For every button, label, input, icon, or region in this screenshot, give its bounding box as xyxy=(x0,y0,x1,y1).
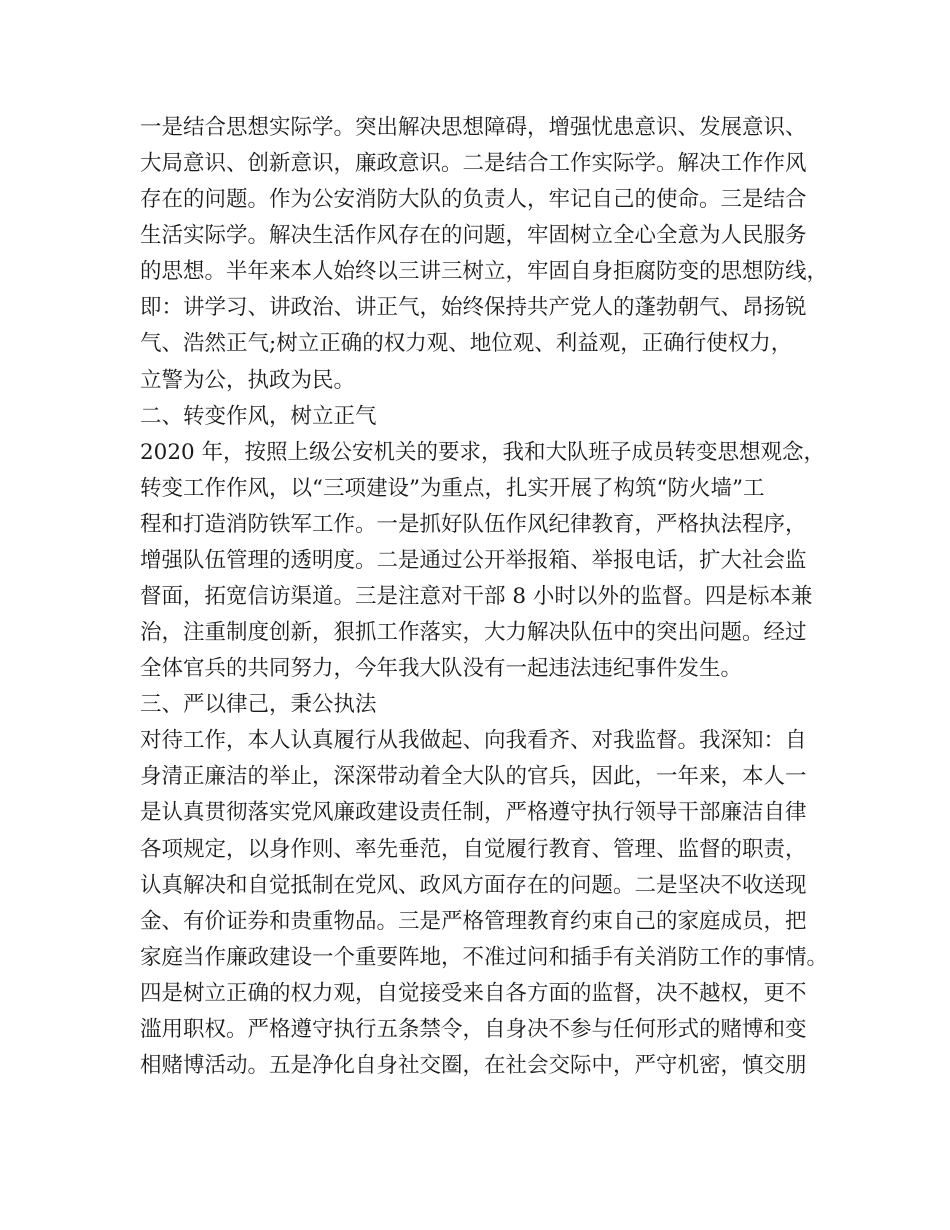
text-line: 身清正廉洁的举止，深深带动着全大队的官兵，因此，一年来，本人一 xyxy=(140,764,807,790)
section-heading-3: 三、严以律己，秉公执法 xyxy=(140,692,377,718)
text-line: 2020 年，按照上级公安机关的要求，我和大队班子成员转变思想观念， xyxy=(140,439,826,465)
document-body xyxy=(140,110,840,1084)
text-line: 全体官兵的共同努力，今年我大队没有一起违法违纪事件发生。 xyxy=(140,656,743,682)
text-line: 四是树立正确的权力观，自觉接受来自各方面的监督，决不越权，更不 xyxy=(140,980,807,1006)
text-line: 立警为公，执政为民。 xyxy=(140,367,356,393)
text-line: 即：讲学习、讲政治、讲正气，始终保持共产党人的蓬勃朝气、昂扬锐 xyxy=(140,295,807,321)
text-line: 气、浩然正气;树立正确的权力观、地位观、利益观，正确行使权力， xyxy=(140,331,793,357)
text-line: 生活实际学。解决生活作风存在的问题，牢固树立全心全意为人民服务 xyxy=(140,223,807,249)
text-line: 大局意识、创新意识，廉政意识。二是结合工作实际学。解决工作作风 xyxy=(140,151,807,177)
text-line: 的思想。半年来本人始终以三讲三树立，牢固自身拒腐防变的思想防线， xyxy=(140,259,829,285)
paragraph-study xyxy=(140,110,840,399)
text-line: 滥用职权。严格遵守执行五条禁令，自身决不参与任何形式的赌博和变 xyxy=(140,1016,807,1042)
text-line: 转变工作作风，以“三项建设”为重点，扎实开展了构筑“防火墙”工 xyxy=(140,475,765,501)
text-line: 一是结合思想实际学。突出解决思想障碍，增强忧患意识、发展意识、 xyxy=(140,115,807,140)
section-heading-2: 二、转变作风，树立正气 xyxy=(140,403,377,429)
text-line: 是认真贯彻落实党风廉政建设责任制，严格遵守执行领导干部廉洁自律 xyxy=(140,800,807,826)
text-line: 各项规定，以身作则、率先垂范，自觉履行教育、管理、监督的职责， xyxy=(140,836,807,862)
text-line: 程和打造消防铁军工作。一是抓好队伍作风纪律教育，严格执法程序， xyxy=(140,511,807,537)
text-line: 治，注重制度创新，狠抓工作落实，大力解决队伍中的突出问题。经过 xyxy=(140,620,807,646)
text-line: 家庭当作廉政建设一个重要阵地，不准过问和插手有关消防工作的事情。 xyxy=(140,944,829,970)
text-line: 相赌博活动。五是净化自身社交圈，在社会交际中，严守机密，慎交朋 xyxy=(140,1053,807,1079)
paragraph-style xyxy=(140,435,840,688)
paragraph-discipline xyxy=(140,723,840,1084)
text-line: 督面，拓宽信访渠道。三是注意对干部 8 小时以外的监督。四是标本兼 xyxy=(140,584,813,610)
text-line: 对待工作，本人认真履行从我做起、向我看齐、对我监督。我深知：自 xyxy=(140,728,807,754)
text-line: 存在的问题。作为公安消防大队的负责人，牢记自己的使命。三是结合 xyxy=(140,187,807,213)
text-line: 金、有价证券和贵重物品。三是严格管理教育约束自己的家庭成员，把 xyxy=(140,908,807,934)
text-line: 增强队伍管理的透明度。二是通过公开举报箱、举报电话，扩大社会监 xyxy=(140,547,807,573)
text-line: 认真解决和自觉抵制在党风、政风方面存在的问题。二是坚决不收送现 xyxy=(140,872,807,898)
